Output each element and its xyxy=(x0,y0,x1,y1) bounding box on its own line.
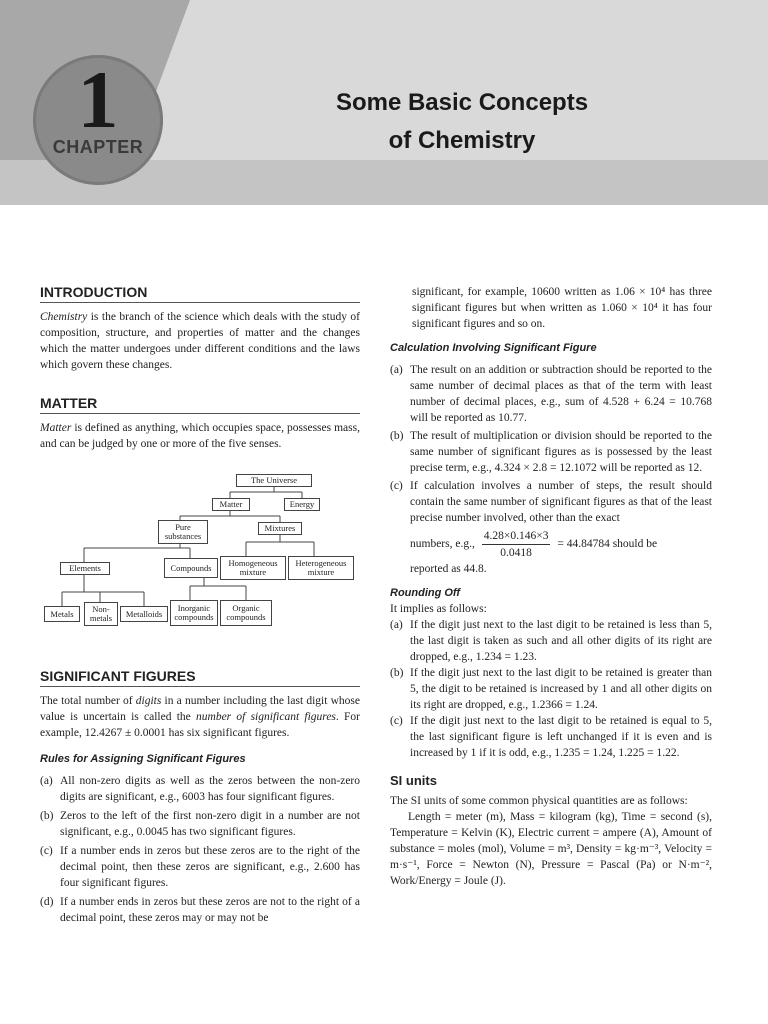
rule-mark: (a) xyxy=(40,775,53,787)
rounding-rule-mark: (a) xyxy=(390,619,403,631)
rounding-heading: Rounding Off xyxy=(390,587,461,599)
node-universe: The Universe xyxy=(236,474,312,487)
calc-rule-text: If calculation involves a number of steps, the result should contain the same number of significant figures as that of the least precise number involved, other than the exact xyxy=(410,480,712,524)
calc-heading: Calculation Involving Significant Figure xyxy=(390,342,597,354)
matter-classification-diagram xyxy=(40,458,360,638)
calc-rule-mark: (a) xyxy=(390,364,403,376)
calc-formula-line xyxy=(410,528,712,561)
rules-heading: Rules for Assigning Significant Figures xyxy=(40,753,246,765)
calc-tail: reported as 44.8. xyxy=(410,563,487,575)
rounding-rule-text: If the digit just next to the last digit to be retained is greater than 5, the digit to be retained is increased by 1 and all other digits on its right are dropped, e.g., 1.2366 = 1.24. xyxy=(410,667,712,711)
matter-paragraph xyxy=(40,420,360,452)
si-text: Length = meter (m), Mass = kilogram (kg), Time = second (s), Temperature = Kelvin (K), Electric current = ampere (A), Amount of substance = moles (mol), Volume = m³, Density = kg·m⁻³, Velocity = m·s⁻¹, Force = Newton (N), Pressure = Pascal (Pa) or N·m⁻², Work/Energy = Joule (J). xyxy=(390,811,712,887)
calc-rule-text: The result of multiplication or division should be reported to the same number of significant figures as is possessed by the least precise term, e.g., 4.324 × 2.8 = 12.1072 will be reported as 12. xyxy=(410,430,712,474)
matter-lead: Matter xyxy=(40,422,72,434)
rounding-rule-text: If the digit just next to the last digit to be retained is less than 5, the last digit is taken as such and all other digits of its right are dropped, e.g., 1.234 = 1.23. xyxy=(410,619,712,663)
rule-text: If a number ends in zeros but these zeros are to the right of the decimal point, then these zeros are significant, e.g., 2.600 has four significant figures. xyxy=(60,845,360,889)
sf-nsf: number of significant figures xyxy=(196,711,336,723)
node-organic-compounds: Organic compounds xyxy=(220,600,272,626)
node-matter: Matter xyxy=(212,498,250,511)
rule-text: Zeros to the left of the first non-zero digit in a number are not significant, e.g., 0.0045 has two significant figures. xyxy=(60,810,360,838)
node-metals: Metals xyxy=(44,606,80,622)
sf-text-a: The total number of xyxy=(40,695,136,707)
sf-text-b: in a number including the last digit whose value is uncertain is called the xyxy=(40,695,360,723)
calc-rules-list xyxy=(390,362,712,577)
rounding-intro: It implies as follows: xyxy=(390,603,487,615)
si-intro: The SI units of some common physical quantities are as follows: xyxy=(390,795,688,807)
rules-list xyxy=(40,773,360,926)
chapter-title-line1: Some Basic Concepts xyxy=(335,89,589,116)
rounding-rules-list xyxy=(390,617,712,761)
rounding-rule-item xyxy=(390,617,712,665)
si-units-heading: SI units xyxy=(390,773,437,788)
introduction-paragraph xyxy=(40,309,360,373)
node-elements: Elements xyxy=(60,562,110,575)
rule-mark: (c) xyxy=(40,845,53,857)
node-mixtures: Mixtures xyxy=(258,522,302,535)
rule-mark: (b) xyxy=(40,810,54,822)
calc-rule-item xyxy=(390,478,712,577)
calc-rule-item xyxy=(390,428,712,476)
calc-rule-mark: (b) xyxy=(390,430,404,442)
node-pure-substances: Pure substances xyxy=(158,520,208,544)
rule-item xyxy=(40,843,360,891)
rounding-rule-item xyxy=(390,713,712,761)
calc-rule-text: The result on an addition or subtraction should be reported to the same number of decimal places as that of the term with least number of decimal places, e.g., sum of 4.528 + 6.24 = 10.768 will be reported as 10.77. xyxy=(410,364,712,424)
continuation-paragraph: significant, for example, 10600 written as 1.06 × 10⁴ has three significant figures but when written as 1.060 × 10⁴ it has four significant figures and so on. xyxy=(412,286,712,330)
rounding-rule-mark: (b) xyxy=(390,667,404,679)
rounding-rule-item xyxy=(390,665,712,713)
rule-item xyxy=(40,808,360,840)
introduction-heading: INTRODUCTION xyxy=(40,284,360,303)
matter-heading: MATTER xyxy=(40,395,360,414)
rule-item xyxy=(40,773,360,805)
rounding-rule-text: If the digit just next to the last digit to be retained is equal to 5, the last significant figure is left unchanged if it is even and is increased by 1 if it is odd, e.g., 1.235 = 1.24, 1.225 = 1.22. xyxy=(410,715,712,759)
chapter-number: 1 xyxy=(77,54,119,145)
node-metalloids: Metalloids xyxy=(120,606,168,622)
node-non-metals: Non-metals xyxy=(84,602,118,626)
calc-result: = 44.84784 should be xyxy=(557,538,658,551)
chapter-badge xyxy=(33,55,163,185)
node-inorganic-compounds: Inorganic compounds xyxy=(170,600,218,626)
node-homogeneous-mixture: Homogeneous mixture xyxy=(220,556,286,580)
introduction-lead: Chemistry xyxy=(40,311,88,323)
chapter-banner xyxy=(0,0,768,205)
significant-figures-heading: SIGNIFICANT FIGURES xyxy=(40,668,360,687)
node-heterogeneous-mixture: Heterogeneous mixture xyxy=(288,556,354,580)
node-compounds: Compounds xyxy=(164,558,218,578)
rule-text: All non-zero digits as well as the zeros between the non-zero digits are significant, e.g., 6003 has four significant figures. xyxy=(60,775,360,803)
calc-rule-mark: (c) xyxy=(390,480,403,492)
sf-text-c: . For example, 12.4267 ± 0.0001 has six significant figures. xyxy=(40,711,361,739)
significant-figures-paragraph xyxy=(40,693,360,741)
chapter-title xyxy=(262,84,662,160)
chapter-word: CHAPTER xyxy=(52,137,144,157)
matter-text: is defined as anything, which occupies space, possesses mass, and can be judged by one or more of the five senses. xyxy=(40,422,360,450)
calc-numbers-label: numbers, e.g., xyxy=(410,538,475,551)
calc-rule-item xyxy=(390,362,712,426)
node-energy: Energy xyxy=(284,498,320,511)
introduction-text: is the branch of the science which deals with the study of composition, structure, and properties of matter and the changes which the matter undergoes under different conditions and the laws which govern these changes. xyxy=(40,311,360,371)
rounding-rule-mark: (c) xyxy=(390,715,403,727)
sf-digits: digits xyxy=(135,695,162,707)
right-column xyxy=(390,284,712,889)
calc-fraction-denominator: 0.0418 xyxy=(500,547,532,559)
calc-fraction-numerator: 4.28×0.146×3 xyxy=(482,528,551,545)
rule-item xyxy=(40,894,360,926)
calc-fraction xyxy=(482,528,551,561)
chapter-title-line2: of Chemistry xyxy=(388,127,536,154)
left-column xyxy=(40,284,360,926)
rule-mark: (d) xyxy=(40,896,54,908)
rule-text: If a number ends in zeros but these zeros are not to the right of a decimal point, these zeros may or may not be xyxy=(60,896,360,924)
